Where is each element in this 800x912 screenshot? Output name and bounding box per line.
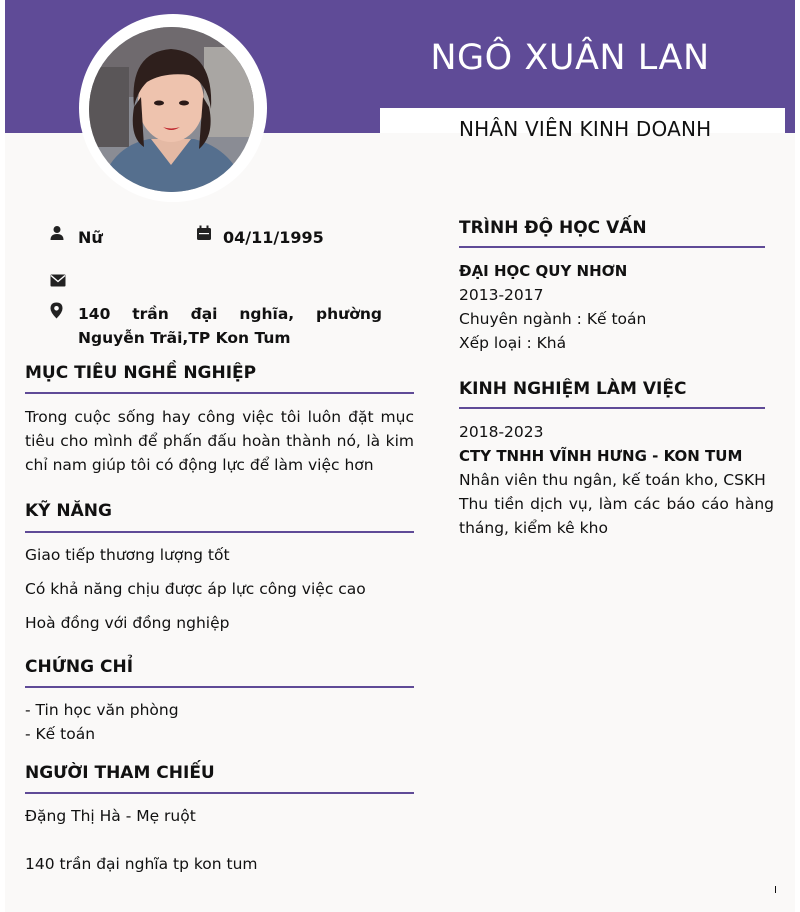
objective-heading: MỤC TIÊU NGHỀ NGHIỆP xyxy=(25,363,257,383)
skill-item: Có khả năng chịu được áp lực công việc cao xyxy=(25,580,366,598)
objective-text: Trong cuộc sống hay công việc tôi luôn đặt mục tiêu cho mình để phấn đấu hoàn thành nó, là kim chỉ nam giúp tôi có động lực để làm việc hơn xyxy=(25,408,414,474)
certificate-item: - Kế toán xyxy=(25,725,96,743)
skill-item: Giao tiếp thương lượng tốt xyxy=(25,546,230,564)
certificates-divider xyxy=(25,686,414,688)
person-icon xyxy=(49,225,65,241)
certificate-item: - Tin học văn phòng xyxy=(25,701,179,719)
portrait-photo-icon xyxy=(89,27,254,192)
experience-years: 2018-2023 xyxy=(459,423,544,441)
experience-description: Thu tiền dịch vụ, làm các báo cáo hàng tháng, kiểm kê kho xyxy=(459,495,774,537)
certificates-heading: CHỨNG CHỈ xyxy=(25,657,134,677)
candidate-name: NGÔ XUÂN LAN xyxy=(430,38,710,78)
avatar xyxy=(89,27,254,192)
objective-divider xyxy=(25,392,414,394)
address-value: 140 trần đại nghĩa, phường Nguyễn Trãi,TP Kon Tum xyxy=(78,305,382,347)
company-name: CTY TNHH VĨNH HƯNG - KON TUM xyxy=(459,447,743,465)
education-years: 2013-2017 xyxy=(459,286,544,304)
skills-heading: KỸ NĂNG xyxy=(25,501,112,521)
education-heading: TRÌNH ĐỘ HỌC VẤN xyxy=(459,218,647,238)
job-title: NHÂN VIÊN KINH DOANH xyxy=(459,117,712,141)
skill-item: Hoà đồng với đồng nghiệp xyxy=(25,614,230,632)
education-divider xyxy=(459,246,765,248)
reference-address: 140 trần đại nghĩa tp kon tum xyxy=(25,855,258,873)
education-grade: Xếp loại : Khá xyxy=(459,334,567,352)
page-mark xyxy=(775,886,776,893)
references-heading: NGƯỜI THAM CHIẾU xyxy=(25,763,215,783)
experience-divider xyxy=(459,407,765,409)
reference-person: Đặng Thị Hà - Mẹ ruột xyxy=(25,807,196,825)
skills-divider xyxy=(25,531,414,533)
location-pin-icon xyxy=(50,302,63,319)
references-divider xyxy=(25,792,414,794)
gender-value: Nữ xyxy=(78,228,103,247)
calendar-icon xyxy=(196,225,212,241)
experience-heading: KINH NGHIỆM LÀM VIỆC xyxy=(459,379,687,399)
birthdate-value: 04/11/1995 xyxy=(223,228,324,247)
school-name: ĐẠI HỌC QUY NHƠN xyxy=(459,262,628,280)
education-major: Chuyên ngành : Kế toán xyxy=(459,310,647,328)
experience-role: Nhân viên thu ngân, kế toán kho, CSKH xyxy=(459,471,766,489)
email-icon xyxy=(50,274,66,287)
